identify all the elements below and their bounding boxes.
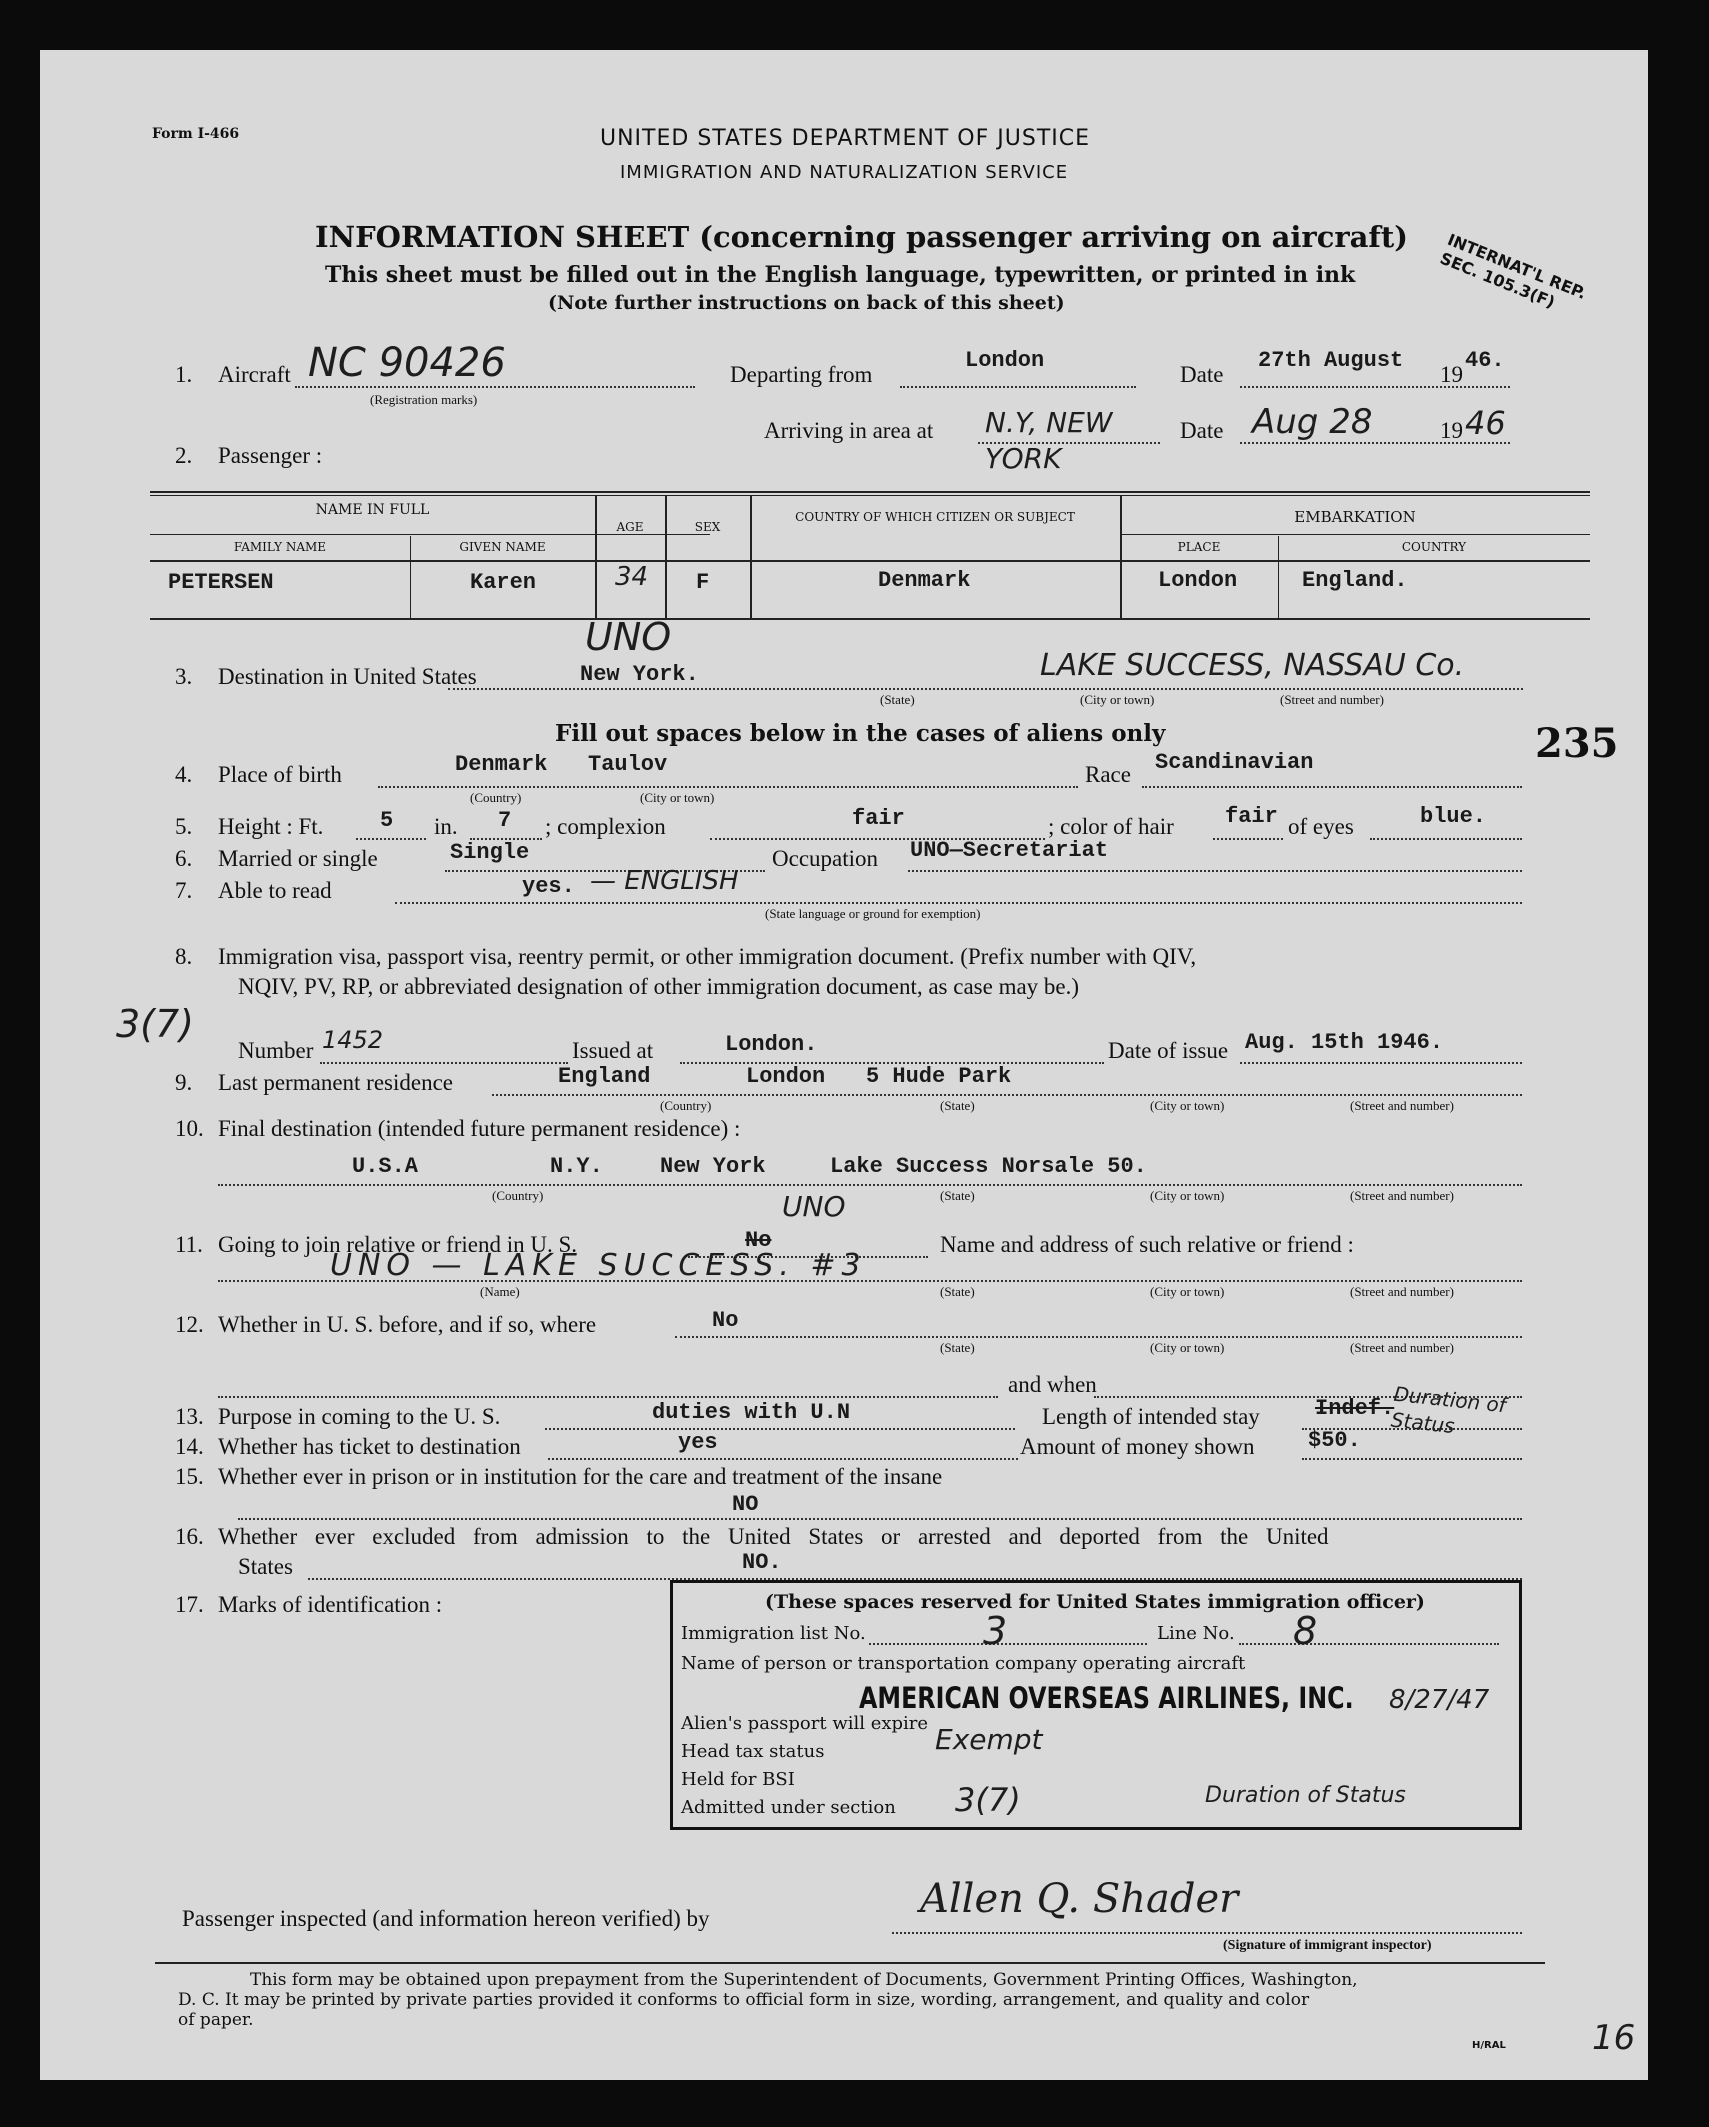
row14-number: 14. xyxy=(175,1434,204,1459)
form-sheet xyxy=(40,50,1648,2080)
destination-caption-city: (City or town) xyxy=(1080,692,1155,707)
section-value: 3(7) xyxy=(955,1781,1021,1819)
money-label: Amount of money shown xyxy=(1020,1434,1255,1459)
footer-line3: of paper. xyxy=(178,2010,254,2030)
complexion-label: ; complexion xyxy=(545,814,666,839)
department-title: UNITED STATES DEPARTMENT OF JUSTICE xyxy=(600,126,1091,151)
read-label: Able to read xyxy=(218,878,332,903)
final-caption-state: (State) xyxy=(940,1188,975,1203)
header-name-in-full: NAME IN FULL xyxy=(315,502,430,518)
before-caption-street: (Street and number) xyxy=(1350,1340,1454,1355)
cell-age: 34 xyxy=(615,562,649,592)
before-caption-city: (City or town) xyxy=(1150,1340,1225,1355)
excluded-value: NO. xyxy=(742,1550,782,1575)
printer-mark: H/RAL xyxy=(1472,2040,1506,2051)
row10-number: 10. xyxy=(175,1116,204,1141)
margin-note: 3(7) xyxy=(116,1002,195,1046)
officer-box-heading: (These spaces reserved for United States immigration officer) xyxy=(765,1591,1425,1613)
final-state: N.Y. xyxy=(550,1154,603,1179)
birth-caption-country: (Country) xyxy=(470,790,522,805)
join-label: Going to join relative or friend in U. S. xyxy=(218,1232,577,1257)
final-caption-country: (Country) xyxy=(492,1188,544,1203)
line-no-label: Line No. xyxy=(1157,1623,1235,1644)
occupation-label: Occupation xyxy=(772,846,879,871)
arriving-value: N.Y, NEW xyxy=(985,406,1113,439)
line-no-value: 8 xyxy=(1293,1609,1318,1653)
relative-caption-street: (Street and number) xyxy=(1350,1284,1454,1299)
before-caption-state: (State) xyxy=(940,1340,975,1355)
read-caption: (State language or ground for exemption) xyxy=(765,906,981,921)
row6-number: 6. xyxy=(175,846,193,871)
head-tax-label: Head tax status xyxy=(681,1741,825,1762)
issued-value: London. xyxy=(725,1032,818,1057)
international-stamp: INTERNAT'L REP. SEC. 105.3(F) xyxy=(1437,230,1589,312)
final-country: U.S.A xyxy=(352,1154,419,1179)
document-line1: Immigration visa, passport visa, reentry permit, or other immigration document. (Prefix number with QIV, xyxy=(218,944,1197,969)
residence-street: 5 Hude Park xyxy=(866,1064,1012,1089)
prison-label: Whether ever in prison or in institution for the care and treatment of the insane xyxy=(218,1464,943,1489)
race-label: Race xyxy=(1085,762,1131,787)
header-place: PLACE xyxy=(1177,540,1221,554)
header-country-citizen: COUNTRY OF WHICH CITIZEN OR SUBJECT xyxy=(795,510,1075,524)
relative-caption-name: (Name) xyxy=(480,1284,520,1299)
height-ft: 5 xyxy=(380,808,394,833)
prison-value: NO xyxy=(732,1492,759,1517)
marital-label: Married or single xyxy=(218,846,378,871)
destination-caption-state: (State) xyxy=(880,692,915,707)
destination-label: Destination in United States xyxy=(218,664,477,689)
cell-sex: F xyxy=(696,570,710,595)
header-age: AGE xyxy=(616,520,644,534)
section-hand-note: Duration of Status xyxy=(1205,1783,1406,1808)
height-in: 7 xyxy=(498,808,512,833)
occupation-value: UNO—Secretariat xyxy=(910,838,1109,863)
residence-caption-city: (City or town) xyxy=(1150,1098,1225,1113)
residence-city: London xyxy=(746,1064,826,1089)
row8-number: 8. xyxy=(175,944,193,969)
row7-number: 7. xyxy=(175,878,193,903)
cell-family-name: PETERSEN xyxy=(168,570,274,595)
complexion-value: fair xyxy=(852,806,905,831)
date2-year: 46 xyxy=(1465,404,1506,442)
cell-citizen: Denmark xyxy=(878,568,971,593)
final-caption-street: (Street and number) xyxy=(1350,1188,1454,1203)
row4-number: 4. xyxy=(175,762,193,787)
relative-address: UNO — LAKE SUCCESS. #3 xyxy=(330,1248,867,1283)
and-when-label: and when xyxy=(1008,1372,1097,1397)
header-embarkation: EMBARKATION xyxy=(1294,508,1416,526)
row1-number: 1. xyxy=(175,362,193,387)
aircraft-value: NC 90426 xyxy=(308,340,506,386)
operator-label: Name of person or transportation company operating aircraft xyxy=(681,1653,1246,1674)
cell-embark-place: London xyxy=(1158,568,1238,593)
before-label: Whether in U. S. before, and if so, where xyxy=(218,1312,597,1337)
residence-caption-country: (Country) xyxy=(660,1098,712,1113)
destination-caption-street: (Street and number) xyxy=(1280,692,1384,707)
corner-hand-number: 16 xyxy=(1592,2018,1636,2058)
departing-value: London xyxy=(965,348,1045,373)
row3-number: 3. xyxy=(175,664,193,689)
inspector-signature: Allen Q. Shader xyxy=(920,1876,1239,1922)
race-value: Scandinavian xyxy=(1155,750,1314,775)
date2-year-prefix: 19 xyxy=(1440,418,1463,443)
destination-uno-note: UNO xyxy=(585,615,672,659)
residence-country: England xyxy=(558,1064,651,1089)
form-number: Form I-466 xyxy=(152,126,240,142)
marital-value: Single xyxy=(450,840,530,865)
height-label: Height : Ft. xyxy=(218,814,324,839)
operator-date: 8/27/47 xyxy=(1389,1685,1490,1715)
purpose-label: Purpose in coming to the U. S. xyxy=(218,1404,501,1429)
issued-label: Issued at xyxy=(572,1038,654,1063)
header-given-name: GIVEN NAME xyxy=(459,540,546,554)
cell-embark-country: England. xyxy=(1302,568,1408,593)
destination-street: LAKE SUCCESS, NASSAU Co. xyxy=(1040,648,1465,683)
aliens-heading: Fill out spaces below in the cases of aliens only xyxy=(555,720,1166,747)
hair-value: fair xyxy=(1225,804,1278,829)
height-in-label: in. xyxy=(434,814,458,839)
birth-caption-city: (City or town) xyxy=(640,790,715,805)
row12-number: 12. xyxy=(175,1312,204,1337)
eyes-value: blue. xyxy=(1420,804,1487,829)
service-title: IMMIGRATION AND NATURALIZATION SERVICE xyxy=(620,162,1069,183)
row9-number: 9. xyxy=(175,1070,193,1095)
hair-label: ; color of hair xyxy=(1048,814,1174,839)
residence-caption-state: (State) xyxy=(940,1098,975,1113)
page-number: 235 xyxy=(1535,720,1619,767)
footer-line1: This form may be obtained upon prepayment from the Superintendent of Documents, Government Printing Offices, Washington, xyxy=(250,1970,1358,1990)
row11-number: 11. xyxy=(175,1232,203,1257)
ticket-label: Whether has ticket to destination xyxy=(218,1434,521,1459)
final-destination-label: Final destination (intended future permanent residence) : xyxy=(218,1116,741,1141)
date1-year: 46. xyxy=(1465,348,1505,373)
row17-number: 17. xyxy=(175,1592,204,1617)
issue-date-value: Aug. 15th 1946. xyxy=(1245,1030,1444,1055)
document-line2: NQIV, PV, RP, or abbreviated designation of other immigration document, as case may be.) xyxy=(238,974,1080,999)
page-title: INFORMATION SHEET (concerning passenger arriving on aircraft) xyxy=(315,220,1409,254)
row13-number: 13. xyxy=(175,1404,204,1429)
doc-number-label: Number xyxy=(238,1038,314,1063)
date1-label: Date xyxy=(1180,362,1224,387)
bsi-label: Held for BSI xyxy=(681,1769,795,1790)
money-value: $50. xyxy=(1308,1428,1361,1453)
header-sex: SEX xyxy=(694,520,721,534)
issue-date-label: Date of issue xyxy=(1108,1038,1229,1063)
row15-number: 15. xyxy=(175,1464,204,1489)
residence-label: Last permanent residence xyxy=(218,1070,453,1095)
eyes-label: of eyes xyxy=(1288,814,1354,839)
page-note: (Note further instructions on back of this sheet) xyxy=(548,292,1065,314)
section-label: Admitted under section xyxy=(681,1797,896,1818)
excluded-line2: States xyxy=(238,1554,293,1579)
registration-caption: (Registration marks) xyxy=(370,392,478,407)
date1-value: 27th August xyxy=(1258,348,1404,373)
list-no-label: Immigration list No. xyxy=(681,1623,866,1644)
destination-state: New York. xyxy=(580,662,699,687)
inspected-label: Passenger inspected (and information hereon verified) by xyxy=(182,1906,710,1931)
head-tax-value: Exempt xyxy=(935,1723,1043,1756)
header-family-name: FAMILY NAME xyxy=(233,540,327,554)
birth-country: Denmark xyxy=(455,752,548,777)
final-caption-city: (City or town) xyxy=(1150,1188,1225,1203)
departing-label: Departing from xyxy=(730,362,873,387)
officer-box xyxy=(670,1580,1522,1830)
arriving-label: Arriving in area at xyxy=(764,418,934,443)
stay-value: Indef. xyxy=(1315,1396,1395,1421)
passport-expire-label: Alien's passport will expire xyxy=(681,1713,929,1734)
birth-city: Taulov xyxy=(588,752,668,777)
footer-line2: D. C. It may be printed by private parties provided it conforms to official form in size, wording, arrangement, and quality and color xyxy=(178,1990,1310,2010)
join-uno-note: UNO xyxy=(782,1190,846,1223)
date1-year-prefix: 19 xyxy=(1440,362,1463,387)
doc-number-value: 1452 xyxy=(322,1026,384,1054)
header-country: COUNTRY xyxy=(1401,540,1467,554)
passenger-label: Passenger : xyxy=(218,443,323,468)
relative-label: Name and address of such relative or friend : xyxy=(940,1232,1354,1257)
relative-caption-state: (State) xyxy=(940,1284,975,1299)
residence-caption-street: (Street and number) xyxy=(1350,1098,1454,1113)
read-value: yes. xyxy=(522,874,575,899)
relative-caption-city: (City or town) xyxy=(1150,1284,1225,1299)
row5-number: 5. xyxy=(175,814,193,839)
list-no-value: 3 xyxy=(983,1609,1008,1653)
stay-label: Length of intended stay xyxy=(1042,1404,1260,1429)
row16-number: 16. xyxy=(175,1524,204,1549)
excluded-line1: Whether ever excluded from admission to the United States or arrested and deported from the United xyxy=(218,1524,1329,1549)
marks-label: Marks of identification : xyxy=(218,1592,443,1617)
row2-number: 2. xyxy=(175,443,193,468)
birthplace-label: Place of birth xyxy=(218,762,342,787)
date2-value: Aug 28 xyxy=(1252,402,1373,442)
purpose-value: duties with U.N xyxy=(652,1400,851,1425)
aircraft-label: Aircraft xyxy=(218,362,291,387)
before-value: No xyxy=(712,1308,739,1333)
page-subtitle: This sheet must be filled out in the English language, typewritten, or printed in ink xyxy=(325,262,1356,288)
read-language-note: — ENGLISH xyxy=(590,866,739,896)
final-street: Lake Success Norsale 50. xyxy=(830,1154,1147,1179)
ticket-value: yes xyxy=(678,1430,718,1455)
stay-hand-note: Duration of Status xyxy=(1389,1381,1507,1439)
signature-caption: (Signature of immigrant inspector) xyxy=(1223,1938,1432,1953)
cell-given-name: Karen xyxy=(470,570,537,595)
final-city: New York xyxy=(660,1154,766,1179)
join-value: No xyxy=(745,1228,772,1253)
arriving-value-2: YORK xyxy=(985,442,1062,475)
operator-stamp: AMERICAN OVERSEAS AIRLINES, INC. xyxy=(859,1681,1354,1715)
date2-label: Date xyxy=(1180,418,1224,443)
